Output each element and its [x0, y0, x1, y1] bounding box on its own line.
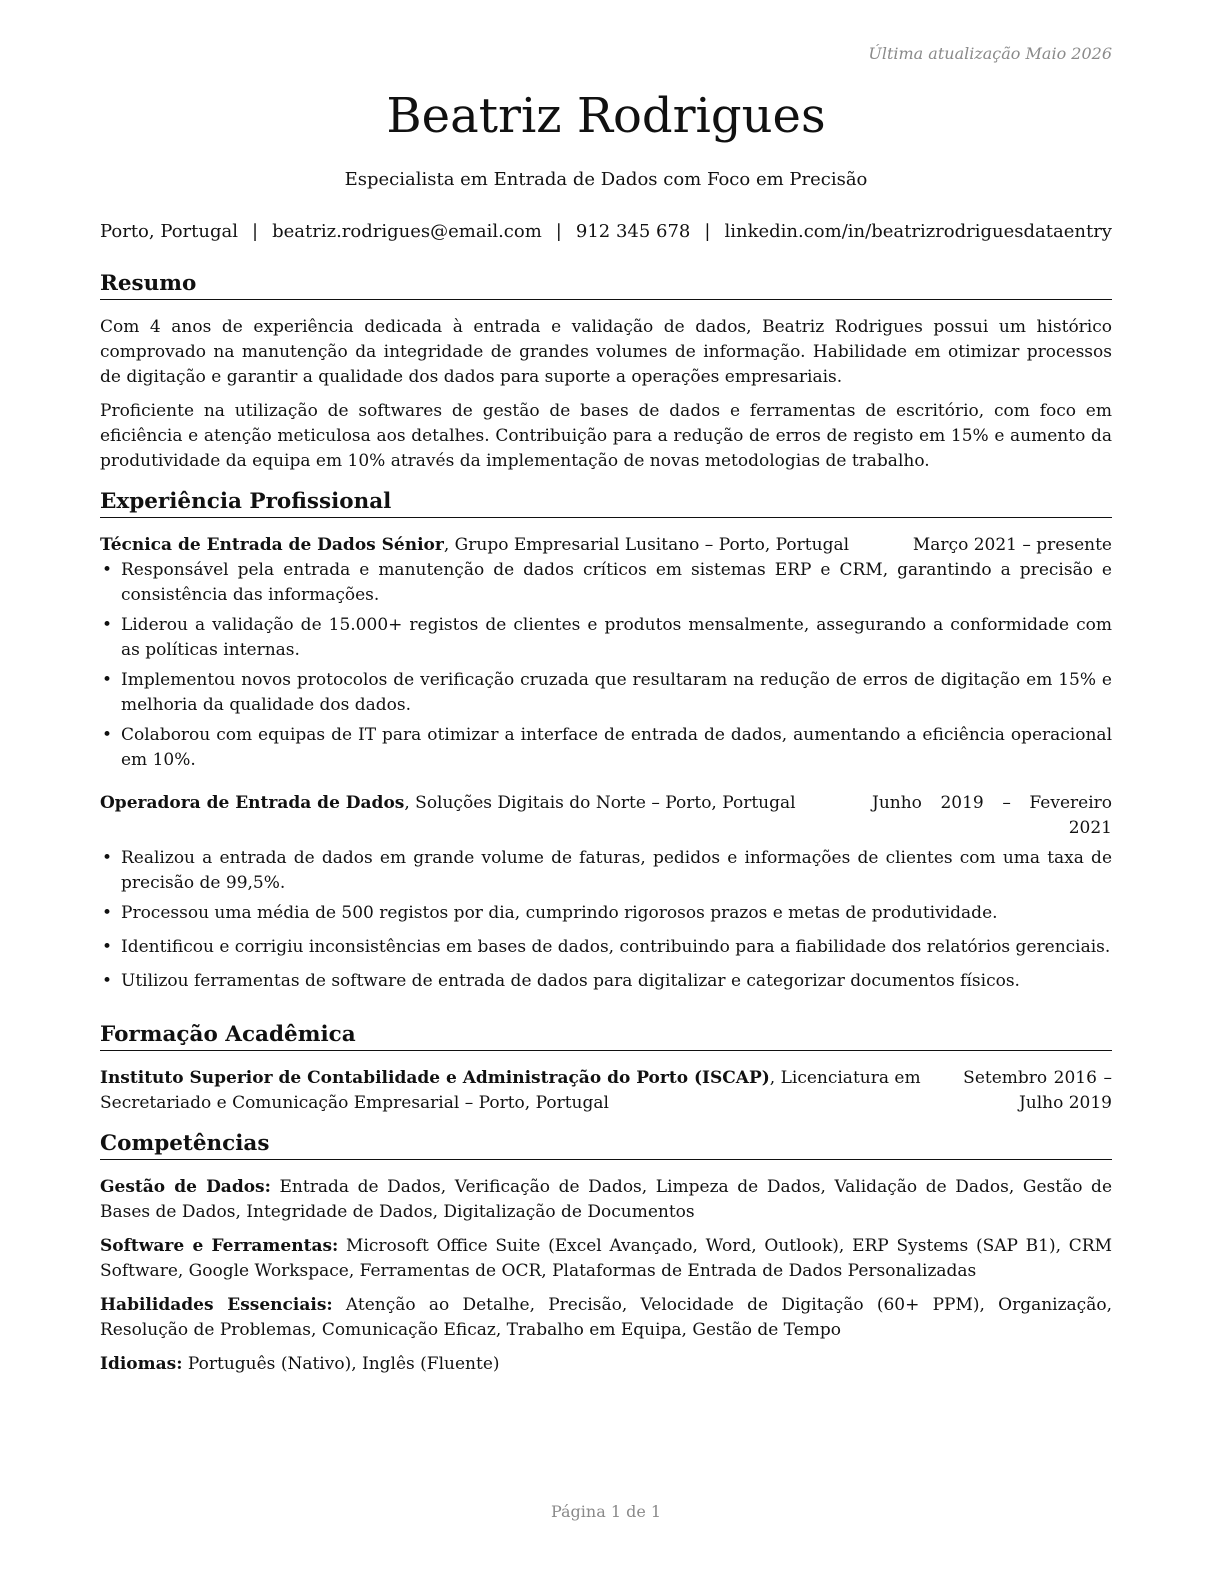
contact-separator: | — [555, 221, 562, 242]
page-number: Página 1 de 1 — [550, 1502, 662, 1521]
list-item: • Processou uma média de 500 registos por dia, cumprindo rigorosos prazos e metas de produtividade. — [100, 901, 1112, 926]
job-role: Operadora de Entrada de Dados — [100, 793, 405, 813]
contact-line — [80, 220, 1132, 244]
skill-group-label: Gestão de Dados: — [100, 1177, 271, 1197]
candidate-name: Beatriz Rodrigues — [386, 88, 826, 144]
education-school: Instituto Superior de Contabilidade e Administração do Porto (ISCAP) — [100, 1068, 770, 1088]
skill-group-label: Idiomas: — [100, 1354, 183, 1374]
contact-location: Porto, Portugal — [100, 221, 238, 242]
skill-group-text: Entrada de Dados, Verificação de Dados, Limpeza de Dados, Validação de Dados, Gestão de Bases de Dados, Integridade de Dados, Digitalização de Documentos — [100, 1177, 1113, 1222]
list-item: • Utilizou ferramentas de software de entrada de dados para digitalizar e categorizar documentos físicos. — [100, 969, 1112, 994]
experience-section — [100, 488, 1112, 994]
skill-group-text: Português (Nativo), Inglês (Fluente) — [182, 1354, 500, 1374]
job-header — [100, 533, 1112, 558]
list-item: • Identificou e corrigiu inconsistências em bases de dados, contribuindo para a fiabilidade dos relatórios gerenciais. — [100, 935, 1112, 960]
job-bullets — [100, 558, 1112, 773]
job-dates: Junho 2019 – Fevereiro 2021 — [872, 793, 1112, 838]
last-updated: Última atualização Maio 2026 — [868, 44, 1112, 63]
skill-group-label: Software e Ferramentas: — [100, 1236, 339, 1256]
skill-group — [100, 1234, 1112, 1284]
summary-section — [100, 270, 1112, 474]
job-role: Técnica de Entrada de Dados Sénior — [100, 535, 444, 555]
summary-paragraph: Proficiente na utilização de softwares de gestão de bases de dados e ferramentas de escritório, com foco em eficiência e atenção meticulosa aos detalhes. Contribuição para a redução de erros de registo em 15% e aumento da produtividade da equipa em 10% através da implementação de novas metodologias de trabalho. — [100, 401, 1112, 471]
section-title-skills: Competências — [100, 1130, 1112, 1160]
section-title-experience: Experiência Profissional — [100, 488, 1112, 518]
contact-separator: | — [704, 221, 711, 242]
skill-group-label: Habilidades Essenciais: — [100, 1295, 333, 1315]
section-title-education: Formação Acadêmica — [100, 1021, 1112, 1051]
education-section — [100, 1021, 1112, 1116]
list-item: • Realizou a entrada de dados em grande volume de faturas, pedidos e informações de clientes com uma taxa de precisão de 99,5%. — [100, 846, 1112, 896]
education-entry — [100, 1066, 1112, 1116]
skills-section — [100, 1130, 1112, 1377]
contact-phone[interactable]: 912 345 678 — [575, 221, 691, 242]
skill-group-text: Microsoft Office Suite (Excel Avançado, Word, Outlook), ERP Systems (SAP B1), CRM Software, Google Workspace, Ferramentas de OCR, Plataformas de Entrada de Dados Personalizadas — [100, 1236, 1112, 1281]
education-dates: Setembro 2016 – Julho 2019 — [963, 1068, 1112, 1113]
job-entry — [100, 791, 1112, 994]
job-bullets — [100, 846, 1112, 994]
list-item: • Liderou a validação de 15.000+ registos de clientes e produtos mensalmente, assegurando a conformidade com as políticas internas. — [100, 613, 1112, 663]
skill-group — [100, 1175, 1112, 1225]
job-entry — [100, 533, 1112, 773]
summary-paragraph: Com 4 anos de experiência dedicada à entrada e validação de dados, Beatriz Rodrigues possui um histórico comprovado na manutenção da integridade de grandes volumes de informação. Habilidade em otimizar processos de digitação e garantir a qualidade dos dados para suporte a operações empresariais. — [100, 317, 1112, 387]
tagline: Especialista em Entrada de Dados com Foco em Precisão — [344, 169, 868, 190]
contact-email[interactable]: beatriz.rodrigues@email.com — [272, 221, 542, 242]
list-item: • Responsável pela entrada e manutenção de dados críticos em sistemas ERP e CRM, garantindo a precisão e consistência das informações. — [100, 558, 1112, 608]
section-title-summary: Resumo — [100, 270, 1112, 300]
job-company: , Soluções Digitais do Norte – Porto, Portugal — [404, 793, 796, 813]
contact-linkedin[interactable]: linkedin.com/in/beatrizrodriguesdataentry — [724, 221, 1112, 242]
list-item: • Colaborou com equipas de IT para otimizar a interface de entrada de dados, aumentando a eficiência operacional em 10%. — [100, 723, 1112, 773]
list-item: • Implementou novos protocolos de verificação cruzada que resultaram na redução de erros de digitação em 15% e melhoria da qualidade dos dados. — [100, 668, 1112, 718]
job-dates: Março 2021 – presente — [912, 535, 1112, 555]
job-company: , Grupo Empresarial Lusitano – Porto, Portugal — [443, 535, 850, 555]
skill-group — [100, 1352, 1112, 1377]
resume-page — [100, 0, 1112, 1584]
contact-separator: | — [252, 221, 259, 242]
skill-group — [100, 1293, 1112, 1343]
skill-group-text: Atenção ao Detalhe, Precisão, Velocidade de Digitação (60+ PPM), Organização, Resolução de Problemas, Comunicação Eficaz, Trabalho em Equipa, Gestão de Tempo — [100, 1295, 1112, 1340]
job-header — [100, 791, 1112, 841]
education-detail: , Licenciatura em Secretariado e Comunicação Empresarial – Porto, Portugal — [100, 1068, 921, 1113]
